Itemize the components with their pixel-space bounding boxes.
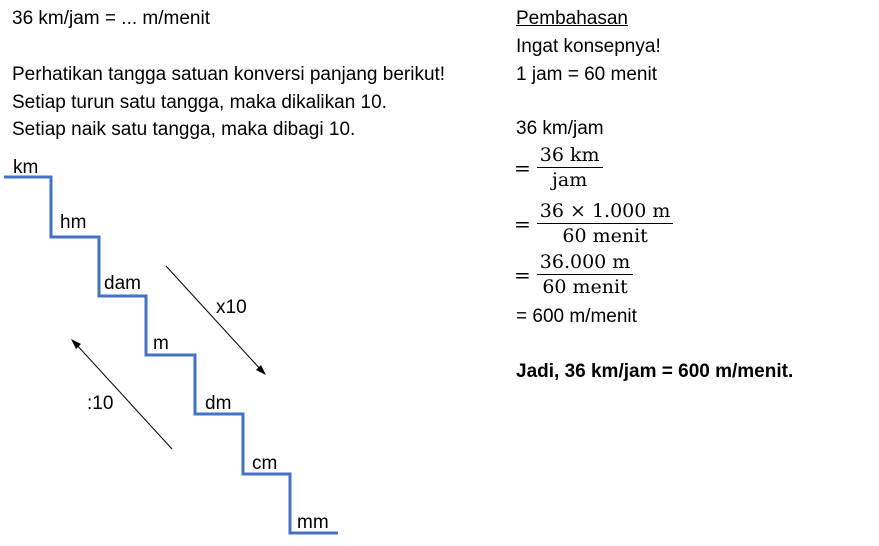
step3-fraction <box>514 251 633 298</box>
step3-numerator: 36.000 m <box>539 251 631 273</box>
step1-fraction <box>514 144 603 191</box>
intro-line-1: Perhatikan tangga satuan konversi panjang berikut! <box>12 64 446 85</box>
multiply-label: x10 <box>216 297 247 318</box>
step3-denominator: 60 menit <box>542 276 628 298</box>
intro-line-2: Setiap turun satu tangga, maka dikalikan 10. <box>12 92 387 113</box>
result-text: = 600 m/menit <box>516 306 637 327</box>
step2-denominator: 60 menit <box>562 225 648 247</box>
divide-label: :10 <box>87 393 114 414</box>
unit-dm: dm <box>205 393 232 414</box>
question-text: 36 km/jam = ... m/menit <box>12 8 210 29</box>
step3-equals: = <box>514 262 531 287</box>
step2-numerator: 36 × 1.000 m <box>539 200 671 222</box>
fact-text: 1 jam = 60 menit <box>516 64 657 85</box>
unit-dam: dam <box>104 273 141 294</box>
step1-equals: = <box>514 155 531 180</box>
concept-text: Ingat konsepnya! <box>516 36 661 57</box>
solution-heading: Pembahasan <box>516 8 628 29</box>
unit-m: m <box>153 333 169 354</box>
step2-equals: = <box>514 211 531 236</box>
unit-cm: cm <box>252 453 278 474</box>
unit-hm: hm <box>60 212 87 233</box>
step1-denominator: jam <box>552 169 588 191</box>
conclusion-text: Jadi, 36 km/jam = 600 m/menit. <box>516 361 794 382</box>
unit-mm: mm <box>297 512 329 533</box>
start-value: 36 km/jam <box>516 118 604 139</box>
unit-km: km <box>13 157 39 178</box>
step2-fraction <box>514 200 673 247</box>
intro-line-3: Setiap naik satu tangga, maka dibagi 10. <box>12 119 356 140</box>
step1-numerator: 36 km <box>539 144 600 166</box>
ladder-steps <box>4 177 338 533</box>
